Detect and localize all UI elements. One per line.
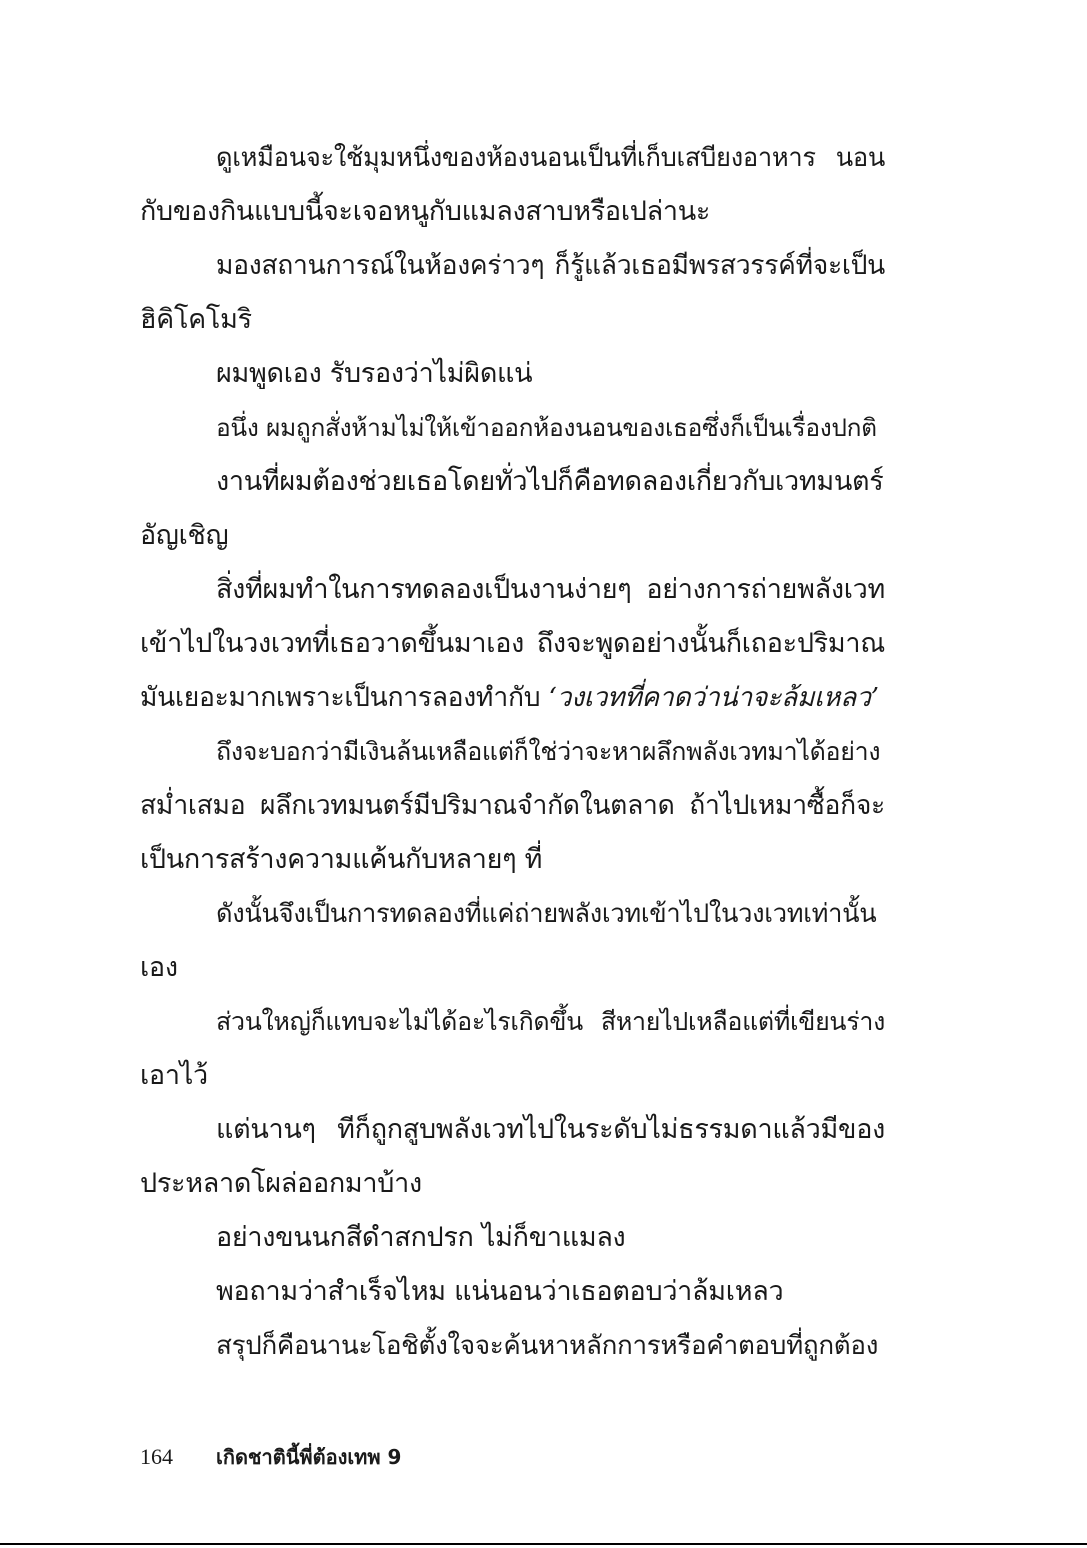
text-line-content: กับของกินแบบนี้จะเจอหนูกับแมลงสาบหรือเปล่านะ: [140, 196, 711, 227]
text-line-content: ส่วนใหญ่ก็แทบจะไม่ได้อะไรเกิดขึ้น สีหายไปเหลือแต่ที่เขียนร่าง: [216, 1007, 885, 1036]
text-line-content: อนึ่ง ผมถูกสั่งห้ามไม่ให้เข้าออกห้องนอนของเธอซึ่งก็เป็นเรื่องปกติ: [216, 413, 877, 442]
text-line: [140, 239, 885, 293]
text-line-content: มันเยอะมากเพราะเป็นการลองทำกับ: [140, 682, 549, 713]
text-line-content: อย่างขนนกสีดำสกปรก ไม่ก็ขาแมลง: [216, 1222, 626, 1253]
text-line-content: อัญเชิญ: [140, 520, 229, 551]
text-line: [140, 563, 885, 617]
italic-phrase: ‘วงเวทที่คาดว่าน่าจะล้มเหลว’: [548, 682, 879, 713]
text-line: [140, 887, 885, 941]
text-line: [140, 1265, 885, 1319]
text-line: [140, 1211, 885, 1265]
page-number: 164: [140, 1444, 173, 1469]
text-line: [140, 185, 885, 239]
text-line-content: แต่นานๆ ทีก็ถูกสูบพลังเวทไปในระดับไม่ธรรมดาแล้วมีของ: [216, 1114, 885, 1145]
text-line-content: พอถามว่าสำเร็จไหม แน่นอนว่าเธอตอบว่าล้มเหลว: [216, 1276, 784, 1307]
text-line-content: ดังนั้นจึงเป็นการทดลองที่แค่ถ่ายพลังเวทเข้าไปในวงเวทเท่านั้น: [216, 899, 877, 929]
text-line: [140, 671, 885, 725]
text-line: [140, 455, 885, 509]
bottom-rule: [0, 1543, 1087, 1545]
text-line-content: เข้าไปในวงเวทที่เธอวาดขึ้นมาเอง ถึงจะพูดอย่างนั้นก็เถอะปริมาณ: [140, 628, 885, 659]
text-line-content: ฮิคิโคโมริ: [140, 304, 252, 335]
text-line-content: เอง: [140, 952, 178, 983]
text-line-content: ดูเหมือนจะใช้มุมหนึ่งของห้องนอนเป็นที่เก็บเสบียงอาหาร นอน: [216, 143, 885, 173]
book-title: เกิดชาตินี้พี่ต้องเทพ 9: [216, 1445, 402, 1469]
text-line: [140, 779, 885, 833]
text-line: [140, 131, 885, 185]
body-text: [140, 131, 885, 1373]
page-footer: [140, 1440, 401, 1474]
text-line-content: สรุปก็คือนานะโอชิตั้งใจจะค้นหาหลักการหรือคำตอบที่ถูกต้อง: [216, 1331, 879, 1361]
text-line-content: สิ่งที่ผมทำในการทดลองเป็นงานง่ายๆ อย่างการถ่ายพลังเวท: [216, 574, 885, 605]
text-line-content: งานที่ผมต้องช่วยเธอโดยทั่วไปก็คือทดลองเกี่ยวกับเวทมนตร์: [216, 466, 884, 497]
text-line-content: เอาไว้: [140, 1060, 208, 1091]
text-line-content: มองสถานการณ์ในห้องคร่าวๆ ก็รู้แล้วเธอมีพรสวรรค์ที่จะเป็น: [216, 250, 885, 281]
text-line: [140, 401, 885, 455]
text-line-content: ประหลาดโผล่ออกมาบ้าง: [140, 1168, 422, 1199]
text-line: [140, 1103, 885, 1157]
text-line: [140, 1157, 885, 1211]
text-line: [140, 725, 885, 779]
text-line: [140, 509, 885, 563]
text-line: [140, 617, 885, 671]
text-line: [140, 1319, 885, 1373]
text-line: [140, 995, 885, 1049]
text-line-content: ถึงจะบอกว่ามีเงินล้นเหลือแต่ก็ใช่ว่าจะหาผลึกพลังเวทมาได้อย่าง: [216, 737, 881, 766]
text-line: [140, 941, 885, 995]
text-line: [140, 833, 885, 887]
text-line: [140, 347, 885, 401]
text-line-content: ผมพูดเอง รับรองว่าไม่ผิดแน่: [216, 358, 533, 389]
text-line: [140, 293, 885, 347]
text-line-content: สม่ำเสมอ ผลึกเวทมนตร์มีปริมาณจำกัดในตลาด ถ้าไปเหมาซื้อก็จะ: [140, 790, 885, 821]
text-line-content: เป็นการสร้างความแค้นกับหลายๆ ที่: [140, 844, 543, 875]
text-line: [140, 1049, 885, 1103]
